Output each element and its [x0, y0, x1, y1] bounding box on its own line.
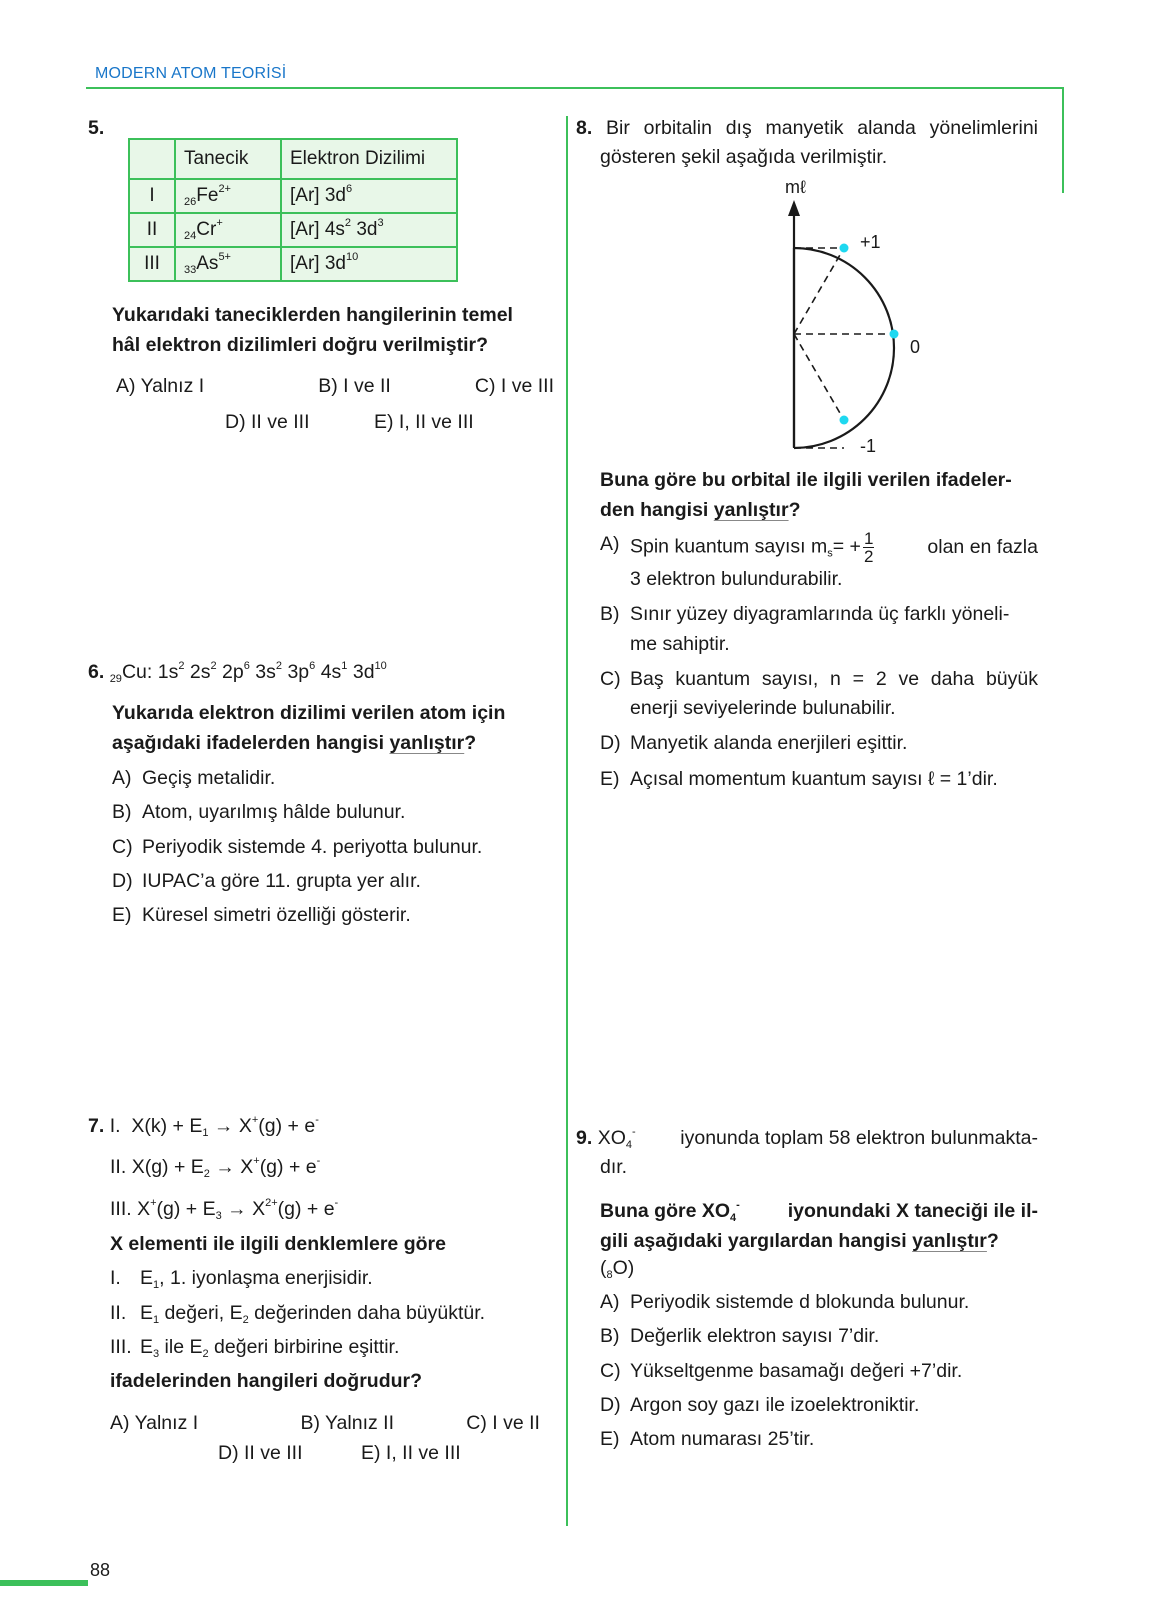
orbital-electrons: 10	[374, 660, 387, 672]
q8-intro-line: 8. Bir orbitalin dış manyetik alanda yönelimlerini	[576, 117, 1038, 139]
table-header-row	[129, 139, 457, 179]
config-tail: 3d	[356, 218, 378, 240]
q6-option-a[interactable]: A) Geçiş metalidir.	[112, 767, 276, 789]
row-roman: III	[129, 247, 175, 281]
q9-number: 9.	[576, 1127, 593, 1149]
q6-option-b[interactable]: B) Atom, uyarılmış hâlde bulunur.	[112, 801, 406, 824]
q8-options	[600, 530, 1038, 794]
q7-option-c[interactable]: C) I ve II	[466, 1412, 540, 1434]
q5-table	[128, 138, 458, 282]
table-row	[129, 247, 457, 281]
q8-option-e[interactable]: E) Açısal momentum kuantum sayısı ℓ = 1’dir.	[600, 767, 998, 790]
point-label: -1	[860, 436, 877, 456]
element-symbol: Fe	[196, 184, 219, 206]
vector-minus-one	[794, 334, 844, 420]
q5-number: 5.	[88, 117, 105, 139]
orbital-electrons: 6	[309, 660, 316, 672]
config-sup: 2	[344, 216, 352, 229]
q7-statement-3: III. $E_3$ ile $E_2$ değeri birbirine eşittir.	[110, 1335, 400, 1360]
element-symbol: Cr	[196, 218, 217, 240]
q8-question-line: Buna göre bu orbital ile ilgili verilen ifadeler-	[600, 469, 1012, 491]
atomic-number: 33	[184, 263, 197, 276]
q7-statement-2: II. $E_1$ değeri, $E_2$ değerinden daha büyüktür.	[110, 1301, 486, 1326]
axis-label: mℓ	[785, 177, 806, 197]
q5-question-line: hâl elektron dizilimleri doğru verilmiştir?	[112, 334, 489, 357]
footer-bar	[0, 1580, 88, 1586]
q9-option-b[interactable]: B) Değerlik elektron sayısı 7’dir.	[600, 1325, 880, 1348]
emphasis-underline: yanlıştır	[389, 732, 465, 755]
q9-option-d[interactable]: D) Argon soy gazı ile izoelektroniktir.	[600, 1393, 920, 1416]
q6-question-line: aşağıdaki ifadelerden hangisi yanlıştır?	[112, 732, 477, 755]
q7-option-a[interactable]: A) Yalnız I	[110, 1412, 199, 1434]
q8-orbital-diagram	[760, 172, 940, 462]
q9-note: $(_8O)$	[600, 1257, 635, 1281]
page-number: 88	[90, 1560, 111, 1580]
point-label: +1	[860, 232, 881, 252]
q9-option-e[interactable]: E) Atom numarası 25’tir.	[600, 1428, 815, 1450]
q6-options	[112, 764, 554, 930]
q7-option-d[interactable]: D) II ve III	[218, 1442, 303, 1464]
element-symbol: As	[196, 252, 219, 274]
table-row	[129, 213, 457, 247]
orbital-electrons: 2	[275, 660, 283, 672]
q8-question-line: den hangisi yanlıştır?	[600, 499, 801, 522]
table-header-cell	[129, 139, 175, 179]
q5-option-d[interactable]: D) II ve III	[225, 411, 310, 433]
q5-options-row1	[116, 372, 554, 401]
q9-intro-line: 9. $XO_4^-$ iyonunda toplam 58 elektron bulunmakta-	[576, 1126, 1038, 1151]
q9-option-a[interactable]: A) Periyodik sistemde d blokunda bulunur.	[600, 1291, 970, 1313]
element-symbol: Cu	[121, 661, 147, 683]
ion-charge: +	[216, 216, 223, 229]
q7-question: ifadelerinden hangileri doğrudur?	[110, 1370, 423, 1392]
vector-plus-one	[794, 248, 844, 334]
q8-intro-line: gösteren şekil aşağıda verilmiştir.	[600, 146, 888, 169]
q8-option-a[interactable]: A) Spin kuantum sayısı $m_s=$ + $\frac{1}{2}$ olan en fazla 3 elektron bulundurabilir.	[600, 529, 1038, 590]
row-roman: II	[129, 213, 175, 247]
arrow-head-icon	[788, 200, 800, 216]
q6-question	[112, 698, 554, 758]
q6-config-line: 6. $_{29}$Cu: $1s^2$ $2s^2$ $2p^6$ $3s^2$ $3p^6$ $4s^1$ $3d^{10}$	[88, 660, 387, 685]
q7-option-e[interactable]: E) I, II ve III	[361, 1442, 461, 1464]
atomic-number: 29	[109, 673, 122, 685]
point-minus-one	[840, 416, 849, 425]
orbital: 3p	[287, 661, 310, 683]
q6-question-line: Yukarıda elektron dizilimi verilen atom için	[112, 702, 506, 724]
q8-intro	[576, 114, 1038, 173]
orbital: 1s	[157, 661, 179, 683]
atomic-number: 26	[184, 195, 197, 208]
header-rule	[86, 87, 1064, 89]
q5-option-a[interactable]: A) Yalnız I	[116, 375, 205, 397]
point-plus-one	[840, 244, 849, 253]
orbital-electrons: 6	[243, 660, 250, 672]
q9-intro	[576, 1124, 1038, 1183]
q7-options-row1	[110, 1409, 540, 1438]
q9-option-c[interactable]: C) Yükseltgenme basamağı değeri +7’dir.	[600, 1359, 963, 1382]
config-cell	[281, 213, 457, 247]
fraction: $\frac{1}{2}$	[863, 529, 874, 566]
q8-number: 8.	[576, 117, 593, 139]
q8-option-c[interactable]: C) Baş kuantum sayısı, n = 2 ve daha büyük enerji seviyelerinde bulunabilir.	[600, 667, 1038, 719]
q6-option-c[interactable]: C) Periyodik sistemde 4. periyotta bulunur.	[112, 835, 483, 858]
orbital: 3d	[352, 661, 375, 683]
particle-cell	[175, 179, 281, 213]
q9-question-line: Buna göre $XO_4^-$ iyonundaki X taneciği ile il-	[600, 1199, 1038, 1224]
orbital-electrons: 2	[178, 660, 185, 672]
q7-equations	[88, 1112, 548, 1224]
particle-cell	[175, 213, 281, 247]
orbital: 2s	[189, 661, 211, 683]
q9-question-line: gili aşağıdaki yargılardan hangisi yanlıştır?	[600, 1230, 999, 1253]
point-zero	[890, 330, 899, 339]
particle-cell	[175, 247, 281, 281]
table-header-cell: Tanecik	[175, 139, 281, 179]
config-tail-sup: 3	[377, 216, 384, 229]
q9-intro-line: dır.	[600, 1156, 628, 1179]
q7-option-b[interactable]: B) Yalnız II	[300, 1412, 395, 1434]
table-header-cell: Elektron Dizilimi	[281, 139, 457, 179]
orbital: 2p	[222, 661, 244, 683]
row-roman: I	[129, 179, 175, 213]
q9-options	[600, 1288, 1038, 1454]
config-sup: 10	[345, 250, 359, 263]
config-cell	[281, 179, 457, 213]
point-label: 0	[910, 337, 921, 357]
table-row	[129, 179, 457, 213]
q7-statement-1: I. $E_1$, 1. iyonlaşma enerjisidir.	[110, 1267, 373, 1292]
q5-option-e[interactable]: E) I, II ve III	[374, 411, 474, 433]
config-sup: 6	[345, 182, 353, 195]
q8-option-b[interactable]: B) Sınır yüzey diyagramlarında üç farklı yöneli- me sahiptir.	[600, 603, 1010, 655]
q7-body	[110, 1230, 550, 1396]
q5-question	[112, 300, 554, 360]
orbital-electrons: 2	[210, 660, 217, 672]
emphasis-underline: yanlıştır	[713, 499, 789, 522]
q6-number: 6.	[88, 661, 105, 683]
q6-option-e[interactable]: E) Küresel simetri özelliği gösterir.	[112, 904, 411, 926]
q9-question	[600, 1196, 1038, 1256]
config-cell	[281, 247, 457, 281]
q7-prompt: X elementi ile ilgili denklemlere göre	[110, 1233, 446, 1255]
q5-option-b[interactable]: B) I ve II	[318, 375, 391, 397]
column-divider	[566, 116, 568, 1526]
q5-option-c[interactable]: C) I ve III	[474, 375, 554, 397]
emphasis-underline: yanlıştır	[912, 1230, 987, 1253]
q6-option-d[interactable]: D) IUPAC’a göre 11. grupta yer alır.	[112, 869, 421, 892]
ion-charge: 5+	[218, 250, 231, 263]
header-right-rule	[1062, 87, 1064, 193]
q8-question	[600, 465, 1038, 525]
atomic-number: 24	[184, 229, 197, 242]
q5-question-line: Yukarıdaki taneciklerden hangilerinin temel	[112, 304, 513, 326]
ion-charge: 2+	[218, 182, 231, 195]
q7-equation-3: III. $X^+(g) + E_3 \to X^{2+}(g) + e^-$	[110, 1196, 339, 1222]
config-text: [Ar] 4s	[290, 218, 345, 240]
config-text: [Ar] 3d	[290, 252, 346, 274]
orbital-electrons: 1	[341, 660, 348, 672]
q7-equation-1: 7. I. $X(k) + E_1 \to X^+(g) + e^-$	[88, 1114, 319, 1139]
orbital: 3s	[255, 661, 276, 683]
orbital: 4s	[320, 661, 342, 683]
q7-equation-2: II. $X(g) + E_2 \to X^+(g) + e^-$	[110, 1155, 321, 1181]
config-text: [Ar] 3d	[290, 184, 346, 206]
q8-option-d[interactable]: D) Manyetik alanda enerjileri eşittir.	[600, 732, 908, 755]
q7-number: 7.	[88, 1115, 105, 1137]
chapter-title: MODERN ATOM TEORİSİ	[95, 65, 287, 82]
